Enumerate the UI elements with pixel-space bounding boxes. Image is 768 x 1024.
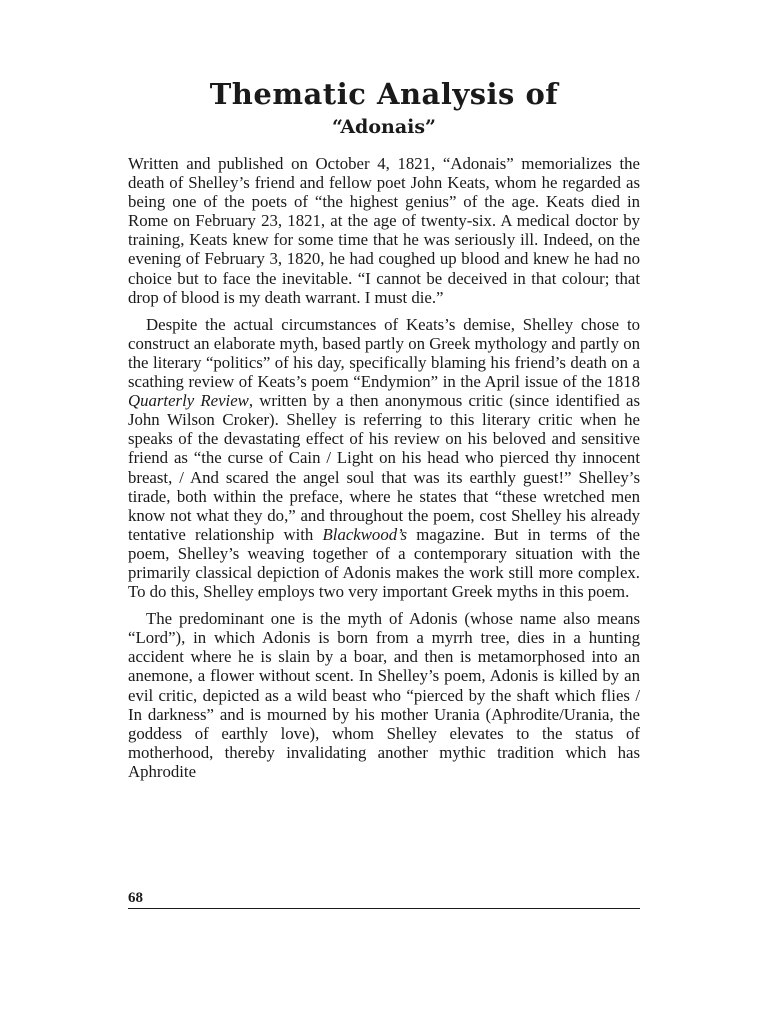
page-number: 68: [128, 890, 143, 906]
italic-title-blackwoods: Blackwood’s: [322, 524, 408, 544]
page-title: Thematic Analysis of: [209, 77, 559, 111]
paragraph-2-text-a: Despite the actual circumstances of Keats’s demise, Shelley chose to construct an elaborate myth, based partly on Greek mythology and partly on the literary “politics” of his day, specifically blaming his friend’s death on a scathing review of Keats’s poem “Endymion” in the April issue of the 1818: [128, 314, 640, 392]
italic-title-quarterly-review: Quarterly Review: [128, 391, 249, 411]
paragraph-1: Written and published on October 4, 1821, “Adonais” memorializes the death of Shelley’s friend and fellow poet John Keats, whom he regarded as being one of the poets of “the highest genius” of the age. Keats died in Rome on February 23, 1821, at the age of twenty-six. A medical doctor by training, Keats knew for some time that he was seriously ill. Indeed, on the evening of February 3, 1820, he had coughed up blood and knew he had no choice but to face the inevitable. “I cannot be deceived in that colour; that drop of blood is my death warrant. I must die.”: [128, 154, 640, 307]
paragraph-2-text-c: magazine. But in terms of the poem, Shelley’s weaving together of a contemporary situation with the primarily classical depiction of Adonis makes the work still more complex. To do this, Shelley employs two very important Greek myths in this poem.: [128, 524, 640, 602]
page-subtitle: “Adonais”: [332, 116, 436, 138]
footer-rule: [128, 908, 640, 909]
paragraph-3: The predominant one is the myth of Adonis (whose name also means “Lord”), in which Adonis is born from a myrrh tree, dies in a hunting accident where he is slain by a boar, and then is metamorphosed into an anemone, a flower without scent. In Shelley’s poem, Adonis is killed by an evil critic, depicted as a wild beast who “pierced by the shaft which flies / In darkness” and is mourned by his mother Urania (Aphrodite/Urania, the goddess of earthly love), whom Shelley elevates to the status of motherhood, thereby invalidating another mythic tradition which has Aphrodite: [128, 609, 640, 781]
paragraph-2-text-b: , written by a then anonymous critic (since identified as John Wilson Croker). Shelley is referring to this literary critic when he speaks of the devastating effect of his review on his beloved and sensitive friend as “the curse of Cain / Light on his head who pierced thy innocent breast, / And scared the angel soul that was its earthly guest!” Shelley’s tirade, both within the preface, where he states that “these wretched men know not what they do,” and throughout the poem, cost Shelley his already tentative relationship with: [128, 391, 640, 544]
body-text: [128, 154, 640, 789]
paragraph-2: [128, 315, 640, 601]
